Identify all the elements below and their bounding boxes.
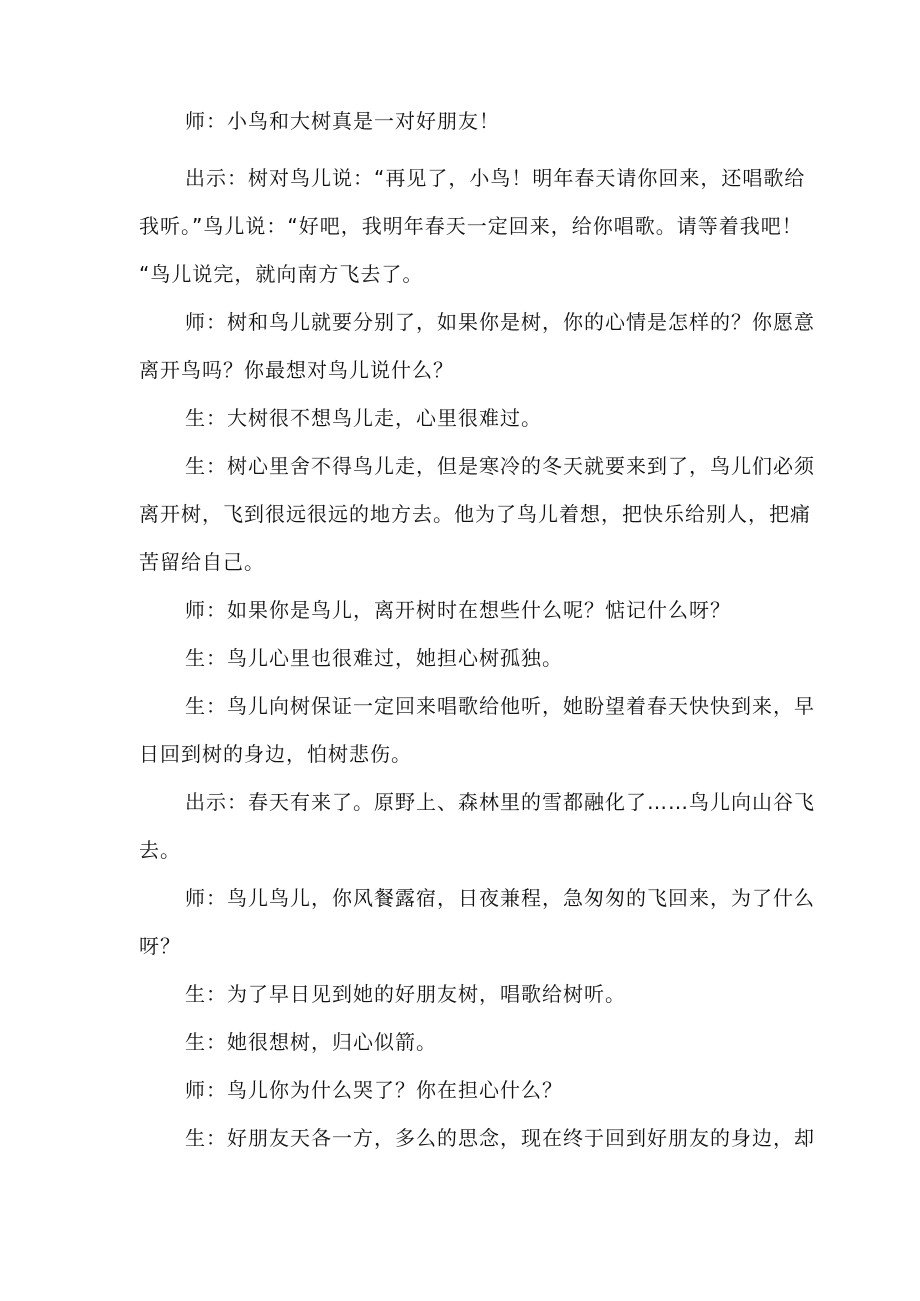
text-line: 师：鸟儿鸟儿，你风餐露宿，日夜兼程，急匆匆的飞回来，为了什么 [185,886,815,910]
text-line: 师：树和鸟儿就要分别了，如果你是树，你的心情是怎样的？你愿意 [185,310,815,334]
text-line: 生：好朋友天各一方，多么的思念，现在终于回到好朋友的身边，却 [185,1126,815,1150]
text-line: 去。 [139,838,181,862]
paragraph-student-see-tree [139,970,785,1018]
text-line: 我听。”鸟儿说：“好吧，我明年春天一定回来，给你唱歌。请等着我吧！ [139,214,803,238]
paragraph-student-lonely [139,634,785,682]
text-line: 呀？ [139,934,181,958]
text-line: 师：如果你是鸟儿，离开树时在想些什么呢？惦记什么呀？ [185,598,731,622]
text-line: 日回到树的身边，怕树悲伤。 [139,742,412,766]
paragraph-student-sad [139,394,785,442]
text-line: 生：她很想树，归心似箭。 [185,1030,437,1054]
text-line: 生：鸟儿向树保证一定回来唱歌给他听，她盼望着春天快快到来，早 [185,694,815,718]
text-line: 师：小鸟和大树真是一对好朋友！ [185,109,500,133]
paragraph-teacher-why-cry [139,1066,785,1114]
text-line: 生：大树很不想鸟儿走，心里很难过。 [185,406,542,430]
paragraph-teacher-why-return [139,874,815,970]
text-line: 出示：春天有来了。原野上、森林里的雪都融化了……鸟儿向山谷飞 [185,790,815,814]
paragraph-teacher-tree-mood [139,298,815,394]
paragraph-teacher-friends [139,97,785,145]
paragraph-show-spring [139,778,815,874]
text-line: 师：鸟儿你为什么哭了？你在担心什么？ [185,1078,563,1102]
text-line: 出示：树对鸟儿说：“再见了，小鸟！明年春天请你回来，还唱歌给 [185,166,806,190]
text-line: 生：树心里舍不得鸟儿走，但是寒冷的冬天就要来到了，鸟儿们必须 [185,454,815,478]
paragraph-show-farewell [139,154,806,298]
text-line: 离开树，飞到很远很远的地方去。他为了鸟儿着想，把快乐给别人，把痛 [139,502,811,526]
text-line: 生：鸟儿心里也很难过，她担心树孤独。 [185,646,563,670]
text-line: “鸟儿说完，就向南方飞去了。 [139,262,424,286]
text-line: 生：为了早日见到她的好朋友树，唱歌给树听。 [185,982,626,1006]
text-line: 离开鸟吗？你最想对鸟儿说什么？ [139,358,454,382]
paragraph-student-reluctant [139,442,815,586]
paragraph-student-homesick [139,1018,785,1066]
paragraph-student-promise [139,682,815,778]
paragraph-teacher-bird-thoughts [139,586,785,634]
paragraph-student-longing [139,1114,815,1162]
text-line: 苦留给自己。 [139,550,265,574]
